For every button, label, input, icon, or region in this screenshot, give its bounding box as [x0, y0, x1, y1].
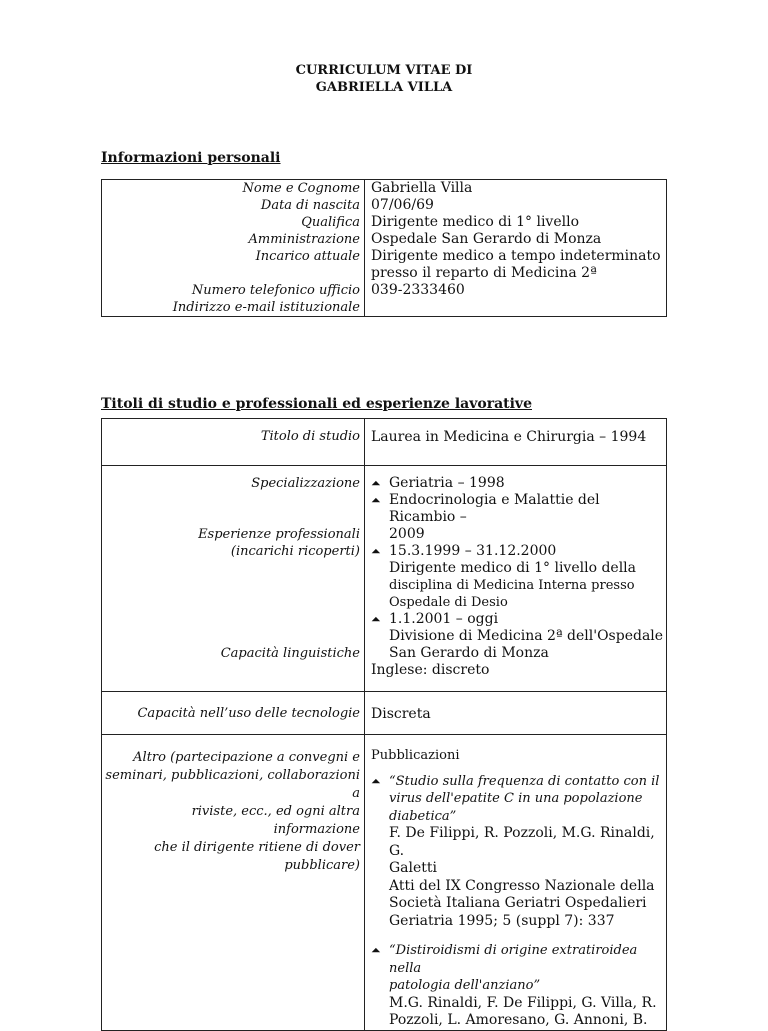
- pub2-authors-2: Pozzoli, L. Amoresano, G. Annoni, B.: [389, 1012, 648, 1028]
- triangle-bullet-icon: ⏶: [371, 493, 381, 507]
- spec-item-2: Endocrinologia e Malattie del Ricambio –: [389, 492, 600, 525]
- tech-label: Capacità nell’uso delle tecnologie: [102, 692, 365, 735]
- cv-title-line2: GABRIELLA VILLA: [315, 80, 453, 95]
- pub2-title-1: “Distiroidismi di origine extratiroidea nella: [389, 943, 638, 976]
- personal-info-table: [101, 179, 667, 317]
- altro-label: [102, 735, 365, 1031]
- triangle-bullet-icon: ⏶: [371, 612, 381, 626]
- value-birth: 07/06/69: [371, 197, 434, 213]
- list-item: [371, 475, 666, 492]
- triangle-bullet-icon: ⏶: [371, 544, 381, 558]
- label-qualifica: Qualifica: [301, 215, 360, 230]
- lang-label: Capacità linguistiche: [220, 646, 360, 661]
- esp2-line2: Divisione di Medicina 2ª dell'Ospedale: [389, 628, 664, 644]
- esp-label-1: Esperienze professionali: [198, 527, 360, 542]
- label-amministrazione: Amministrazione: [248, 232, 360, 247]
- altro-line5: pubblicare): [284, 858, 360, 873]
- studies-table: [101, 418, 667, 1031]
- esp1-line3: disciplina di Medicina Interna presso: [389, 578, 635, 593]
- esp1-line4: Ospedale di Desio: [389, 595, 508, 610]
- pub1-authors-1: F. De Filippi, R. Pozzoli, M.G. Rinaldi, G.: [389, 825, 655, 859]
- value-qualifica: Dirigente medico di 1° livello: [371, 214, 579, 230]
- publications: [365, 735, 667, 1031]
- list-item: [371, 492, 666, 543]
- value-email: [371, 299, 666, 316]
- triangle-bullet-icon: ⏶: [371, 943, 381, 957]
- pub2-title-2: patologia dell'anziano”: [389, 978, 541, 993]
- list-item: [371, 773, 666, 931]
- value-phone: 039-2333460: [371, 282, 465, 298]
- altro-line3: riviste, ecc., ed ogni altra informazione: [191, 804, 360, 837]
- personal-info-heading: Informazioni personali: [101, 150, 281, 166]
- pub1-title-2: virus dell'epatite C in una popolazione: [389, 791, 643, 806]
- esp1-line2: Dirigente medico di 1° livello della: [389, 560, 636, 576]
- spec-esp-values: [365, 466, 667, 692]
- titolo-value: Laurea in Medicina e Chirurgia – 1994: [365, 419, 667, 466]
- pub1-source-2: Società Italiana Geriatri Ospedalieri: [389, 895, 647, 911]
- pub1-source-1: Atti del IX Congresso Nazionale della: [389, 877, 655, 894]
- triangle-bullet-icon: ⏶: [371, 773, 381, 788]
- lang-value: Inglese: discreto: [371, 662, 490, 678]
- list-item: [371, 942, 666, 1030]
- label-incarico: Incarico attuale: [255, 249, 360, 264]
- esp-label-2: (incarichi ricoperti): [230, 544, 360, 559]
- label-blank: [102, 265, 360, 282]
- personal-values: [365, 180, 667, 317]
- spec-list: [371, 475, 666, 662]
- personal-labels: [102, 180, 365, 317]
- value-amministrazione: Ospedale San Gerardo di Monza: [371, 231, 602, 247]
- cv-title-line1: CURRICULUM VITAE DI: [295, 63, 473, 78]
- label-email: Indirizzo e-mail istituzionale: [172, 300, 360, 315]
- value-incarico-2: presso il reparto di Medicina 2ª: [371, 265, 597, 281]
- spec-label: Specializzazione: [251, 476, 360, 491]
- studies-heading: Titoli di studio e professionali ed esperienze lavorative: [101, 396, 532, 412]
- list-item: [371, 543, 666, 611]
- titolo-label: Titolo di studio: [102, 419, 365, 466]
- esp2-dates: 1.1.2001 – oggi: [389, 611, 499, 627]
- spec-item-2-cont: 2009: [389, 526, 425, 542]
- value-incarico-1: Dirigente medico a tempo indeterminato: [371, 248, 661, 264]
- label-name: Nome e Cognome: [242, 181, 360, 196]
- cv-title: [0, 62, 768, 96]
- pub1-title-1: “Studio sulla frequenza di contatto con il: [389, 773, 660, 789]
- altro-line4: che il dirigente ritiene di dover: [154, 840, 360, 855]
- esp2-line3: San Gerardo di Monza: [389, 645, 549, 661]
- spec-esp-labels: [102, 466, 365, 692]
- pub2-authors-1: M.G. Rinaldi, F. De Filippi, G. Villa, R.: [389, 994, 657, 1011]
- pub1-authors-2: Galetti: [389, 860, 438, 876]
- esp1-dates: 15.3.1999 – 31.12.2000: [389, 543, 557, 559]
- list-item: [371, 611, 666, 662]
- label-phone: Numero telefonico ufficio: [191, 283, 360, 298]
- spec-item-1: Geriatria – 1998: [389, 475, 505, 491]
- altro-line2: seminari, pubblicazioni, collaborazioni a: [105, 768, 360, 801]
- value-name: Gabriella Villa: [371, 180, 473, 196]
- pub1-source-3: Geriatria 1995; 5 (suppl 7): 337: [389, 912, 615, 929]
- label-birth: Data di nascita: [260, 198, 360, 213]
- pub-heading: Pubblicazioni: [371, 748, 460, 763]
- triangle-bullet-icon: ⏶: [371, 476, 381, 490]
- pub-list: [371, 773, 666, 1030]
- tech-value: Discreta: [365, 692, 667, 735]
- altro-line1: Altro (partecipazione a convegni e: [133, 750, 360, 765]
- pub1-title-3: diabetica”: [389, 808, 457, 824]
